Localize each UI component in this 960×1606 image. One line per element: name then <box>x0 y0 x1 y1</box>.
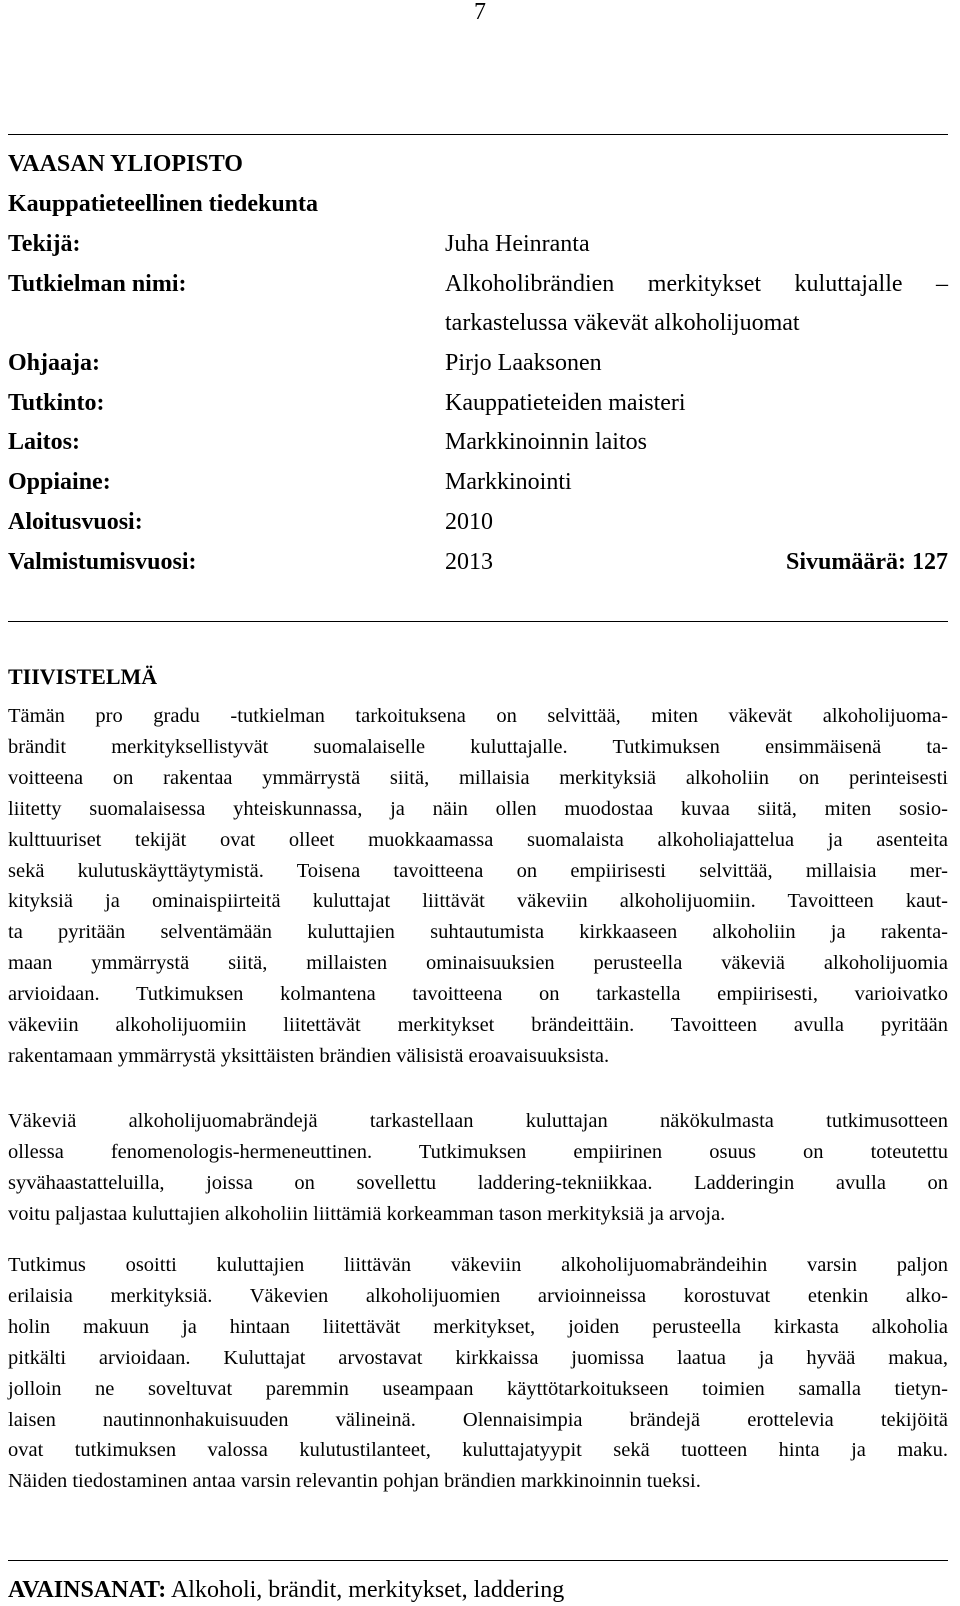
meta-label-department: Laitos: <box>8 429 80 455</box>
meta-label-title: Tutkielman nimi: <box>8 271 187 297</box>
meta-label-supervisor: Ohjaaja: <box>8 350 100 376</box>
meta-value-title: Alkoholibrändien merkitykset kuluttajalle – <box>445 271 948 297</box>
bottom-rule <box>8 1560 948 1561</box>
meta-label-degree: Tutkinto: <box>8 390 105 416</box>
meta-value-graduation-year: 2013 <box>445 549 493 575</box>
text-line: holin makuun ja hintaan liitettävät merkitykset, joiden perusteella kirkasta alkoholia <box>8 1315 948 1338</box>
keywords-label: AVAINSANAT: <box>8 1577 167 1603</box>
text-line: kityksiä ja ominaispiirteitä kuluttajat liittävät väkeviin alkoholijuomiin. Tavoitteen kaut- <box>8 890 948 913</box>
middle-rule <box>8 621 948 622</box>
meta-value-supervisor: Pirjo Laaksonen <box>445 350 602 376</box>
text-line: jolloin ne soveltuvat paremmin useampaan käyttötarkoitukseen toimien samalla tietyn- <box>8 1377 948 1400</box>
text-line: väkeviin alkoholijuomiin liitettävät merkitykset brändeittäin. Tavoitteen avulla pyritään <box>8 1014 948 1037</box>
meta-value-department: Markkinoinnin laitos <box>445 429 647 455</box>
text-line: brändit merkityksellistyvät suomalaiselle kuluttajalle. Tutkimuksen ensimmäisenä ta- <box>8 735 948 758</box>
text-line: liitetty suomalaisessa yhteiskunnassa, ja näin ollen muodostaa kuvaa siitä, miten sosio- <box>8 797 948 820</box>
text-line: kulttuuriset tekijät ovat olleet muokkaamassa suomalaista alkoholiajattelua ja asenteita <box>8 828 948 851</box>
text-line: Väkeviä alkoholijuomabrändejä tarkastellaan kuluttajan näkökulmasta tutkimusotteen <box>8 1110 948 1132</box>
text-line: ovat tutkimuksen valossa kulutustilanteet, kuluttajatyypit sekä tuotteen hinta ja maku. <box>8 1439 948 1462</box>
faculty-name: Kauppatieteellinen tiedekunta <box>8 191 319 217</box>
page-count: Sivumäärä: 127 <box>786 549 948 575</box>
text-line: ollessa fenomenologis-hermeneuttinen. Tutkimuksen empiirinen osuus on toteutettu <box>8 1140 948 1163</box>
keywords-value: Alkoholi, brändit, merkitykset, laddering <box>170 1577 565 1603</box>
text-line: laisen nautinnonhakuisuuden välineinä. Olennaisimpia brändejä erottelevia tekijöitä <box>8 1408 948 1431</box>
meta-value-author: Juha Heinranta <box>445 231 590 257</box>
text-line: pitkälti arvioidaan. Kuluttajat arvostavat kirkkaissa juomissa laatua ja hyvää makua, <box>8 1346 948 1369</box>
text-line: sekä kulutuskäyttäytymistä. Toisena tavoitteena on empiirisesti selvittää, millaisia mer- <box>8 859 948 882</box>
meta-label-author: Tekijä: <box>8 231 81 257</box>
text-line: Tämän pro gradu -tutkielman tarkoituksena on selvittää, miten väkevät alkoholijuoma- <box>8 705 948 727</box>
meta-label-start-year: Aloitusvuosi: <box>8 509 143 535</box>
meta-label-graduation-year: Valmistumisvuosi: <box>8 549 197 575</box>
text-line: ta pyritään selventämään kuluttajien suhtautumista kirkkaaseen alkoholiin ja rakenta- <box>8 921 948 944</box>
abstract-paragraph-2 <box>8 1106 948 1230</box>
text-line: voitu paljastaa kuluttajien alkoholiin liittämiä korkeamman tason merkityksiä ja arvoja. <box>8 1202 726 1225</box>
abstract-paragraph-1 <box>8 701 948 1072</box>
text-line: Näiden tiedostaminen antaa varsin relevantin pohjan brändien markkinoinnin tueksi. <box>8 1470 701 1493</box>
keywords-line <box>8 1576 564 1604</box>
text-line: rakentamaan ymmärrystä yksittäisten brändien välisistä eroavaisuuksista. <box>8 1044 610 1067</box>
abstract-title: TIIVISTELMÄ <box>8 664 158 689</box>
meta-value-start-year: 2010 <box>445 509 493 535</box>
text-line: maan ymmärrystä siitä, millaisten ominaisuuksien perusteella väkeviä alkoholijuomia <box>8 952 948 975</box>
meta-label-subject: Oppiaine: <box>8 469 111 495</box>
text-line: Tutkimus osoitti kuluttajien liittävän väkeviin alkoholijuomabrändeihin varsin paljon <box>8 1254 948 1276</box>
meta-value-title-cont: tarkastelussa väkevät alkoholijuomat <box>445 310 800 336</box>
university-name: VAASAN YLIOPISTO <box>8 151 243 177</box>
text-line: erilaisia merkityksiä. Väkevien alkoholijuomien arvioinneissa korostuvat etenkin alko- <box>8 1284 948 1307</box>
text-line: syvähaastatteluilla, joissa on sovellettu laddering-tekniikkaa. Ladderingin avulla on <box>8 1171 948 1194</box>
page-number: 7 <box>474 0 486 25</box>
abstract-paragraph-3 <box>8 1250 948 1497</box>
meta-value-subject: Markkinointi <box>445 469 572 495</box>
meta-value-degree: Kauppatieteiden maisteri <box>445 390 686 416</box>
text-line: arvioidaan. Tutkimuksen kolmantena tavoitteena on tarkastella empiirisesti, varioivatko <box>8 983 948 1006</box>
text-line: voitteena on rakentaa ymmärrystä siitä, millaisia merkityksiä alkoholiin on perinteisesti <box>8 766 948 789</box>
top-rule <box>8 134 948 135</box>
